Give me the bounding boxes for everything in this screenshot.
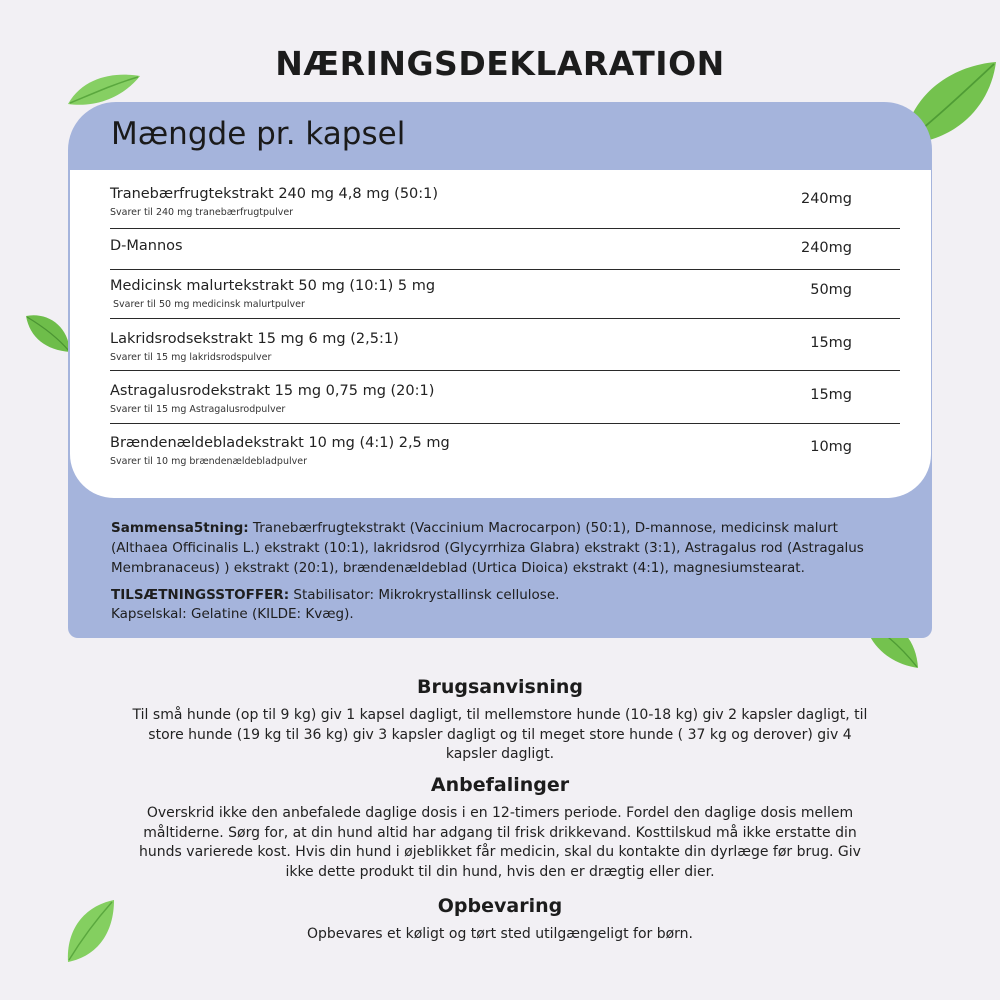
storage-text: Opbevares et køligt og tørt sted utilgængeligt for børn. <box>306 926 694 942</box>
additives-line <box>111 586 891 605</box>
table-row <box>110 228 900 270</box>
additives-body: Stabilisator: Mikrokrystallinsk cellulose. <box>289 587 560 603</box>
composition-text <box>111 518 891 578</box>
ingredient-sub: Svarer til 240 mg tranebærfrugtpulver <box>110 207 294 218</box>
composition-body: Tranebærfrugtekstrakt (Vaccinium Macrocarpon) (50:1), D-mannose, medicinsk malurt (Althaea Officinalis L.) ekstrakt (10:1), lakridsrod (Glycyrrhiza Glabra) ekstrakt (3:1), Astragalus rod (Astragalus Membranaceus) ) ekstrakt (20:1), brændenældeblad (Urtica Dioica) ekstrakt (4:1), magnesiumstearat. <box>111 520 864 576</box>
card-heading: Mængde pr. kapsel <box>111 116 406 152</box>
nutrition-table <box>70 170 931 498</box>
ingredient-name: D-Mannos <box>110 238 183 254</box>
table-row <box>110 318 900 371</box>
ingredient-name: Brændenældebladekstrakt 10 mg (4:1) 2,5 mg <box>110 435 450 451</box>
composition-label: Sammensa5tning: <box>111 520 249 536</box>
ingredient-value: 15mg <box>810 335 852 351</box>
ingredient-value: 50mg <box>810 282 852 298</box>
leaf-icon <box>24 310 72 356</box>
table-row <box>110 184 900 229</box>
ingredient-sub: Svarer til 15 mg lakridsrodspulver <box>110 352 272 363</box>
ingredient-name: Lakridsrodsekstrakt 15 mg 6 mg (2,5:1) <box>110 331 399 347</box>
ingredient-sub: Svarer til 15 mg Astragalusrodpulver <box>110 404 286 415</box>
table-row <box>110 370 900 424</box>
ingredient-sub: Svarer til 50 mg medicinsk malurtpulver <box>113 299 305 310</box>
additives-label: TILSÆTNINGSSTOFFER: <box>111 587 290 603</box>
page-title: NÆRINGSDEKLARATION <box>275 44 725 83</box>
additives-text <box>111 586 891 624</box>
capsule-line: Kapselskal: Gelatine (KILDE: Kvæg). <box>111 606 354 622</box>
ingredient-value: 240mg <box>800 240 852 256</box>
ingredient-value: 240mg <box>800 191 852 207</box>
ingredient-name: Medicinsk malurtekstrakt 50 mg (10:1) 5 mg <box>110 278 436 294</box>
recommendations-text: Overskrid ikke den anbefalede daglige dosis i en 12-timers periode. Fordel den daglige dosis mellem måltiderne. Sørg for, at din hund altid har adgang til frisk drikkevand. Kosttilskud må ikke erstatte din hunds varierede kost. Hvis din hund i øjeblikket får medicin, skal du kontakte din dyrlæge før brug. Giv ikke dette produkt til din hund, hvis den er drægtig eller dier. <box>139 805 861 880</box>
ingredient-value: 10mg <box>810 439 852 455</box>
table-row <box>110 423 900 475</box>
recommendations-title: Anbefalinger <box>430 774 570 796</box>
ingredient-value: 15mg <box>810 387 852 403</box>
storage-title: Opbevaring <box>437 895 563 917</box>
usage-title: Brugsanvisning <box>416 676 583 698</box>
table-row <box>110 269 900 319</box>
ingredient-name: Tranebærfrugtekstrakt 240 mg 4,8 mg (50:1) <box>110 186 439 202</box>
ingredient-sub: Svarer til 10 mg brændenældebladpulver <box>110 456 307 467</box>
usage-text: Til små hunde (op til 9 kg) giv 1 kapsel dagligt, til mellemstore hunde (10-18 kg) giv 2 kapsler dagligt, til store hunde (19 kg til 36 kg) giv 3 kapsler dagligt og til meget store hunde ( 37 kg og derover) giv 4 kapsler dagligt. <box>132 707 868 762</box>
ingredient-name: Astragalusrodekstrakt 15 mg 0,75 mg (20:1) <box>110 383 435 399</box>
